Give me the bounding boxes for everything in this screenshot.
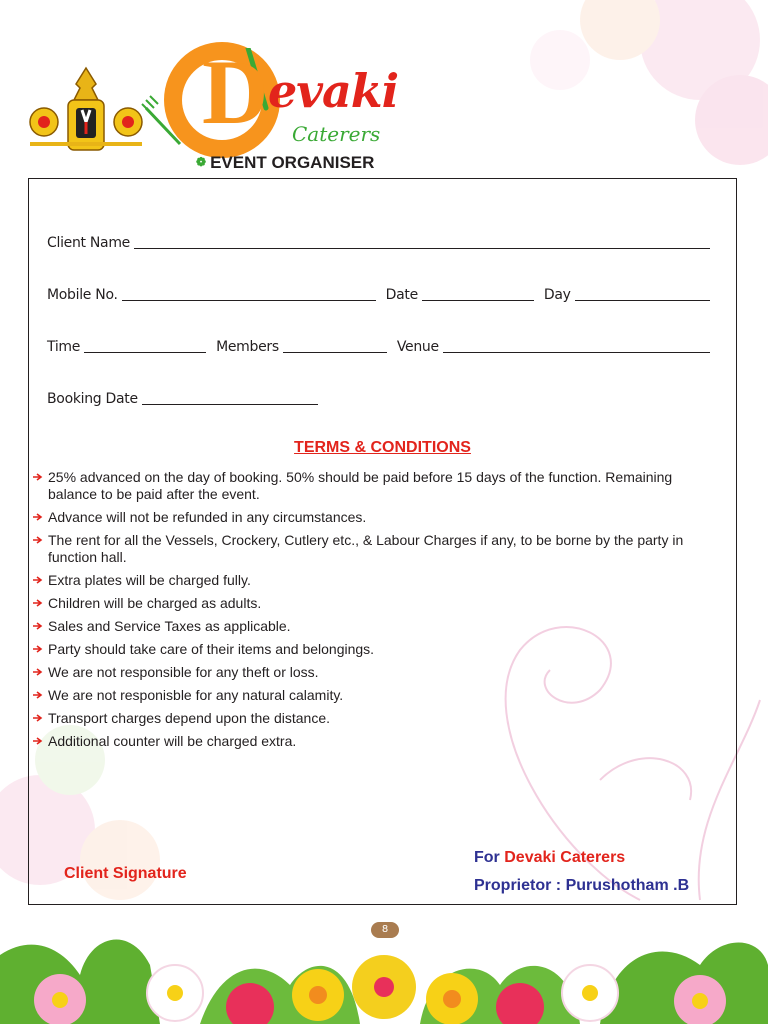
mobile-date-day-row: [47, 277, 710, 303]
members-label: Members: [216, 339, 279, 355]
list-item: [33, 641, 723, 658]
client-name-row: [47, 225, 710, 251]
mobile-label: Mobile No.: [47, 287, 118, 303]
term-text: Advance will not be refunded in any circumstances.: [48, 509, 367, 525]
terms-title: TERMS & CONDITIONS: [294, 439, 471, 456]
day-field[interactable]: [575, 297, 710, 301]
list-item: [33, 733, 723, 750]
for-prefix: For: [474, 849, 500, 866]
logo-wordmark: evaki: [268, 64, 399, 118]
deity-emblem-icon: [26, 64, 146, 160]
term-text: Children will be charged as adults.: [48, 595, 262, 611]
arrow-bullet-icon: [33, 536, 43, 544]
day-label: Day: [543, 287, 571, 303]
term-text: Sales and Service Taxes as applicable.: [48, 618, 291, 634]
venue-label: Venue: [396, 339, 439, 355]
list-item: [33, 664, 723, 681]
term-text: Extra plates will be charged fully.: [48, 572, 251, 588]
booking-date-field[interactable]: [142, 401, 318, 405]
list-item: [33, 710, 723, 727]
tagline: [196, 153, 374, 173]
arrow-bullet-icon: [33, 599, 43, 607]
client-name-field[interactable]: [134, 245, 710, 249]
terms-list: [33, 469, 723, 756]
term-text: Party should take care of their items and belongings.: [48, 641, 375, 657]
mobile-field[interactable]: [122, 297, 376, 301]
list-item: [33, 595, 723, 612]
arrow-bullet-icon: [33, 668, 43, 676]
list-item: [33, 509, 723, 526]
arrow-bullet-icon: [33, 576, 43, 584]
term-text: We are not responsible for any theft or loss.: [48, 664, 319, 680]
booking-form: [28, 178, 737, 905]
members-field[interactable]: [283, 349, 387, 353]
booking-date-label: Booking Date: [47, 391, 138, 407]
date-label: Date: [385, 287, 418, 303]
arrow-bullet-icon: [33, 714, 43, 722]
logo-subtitle: Caterers: [292, 122, 381, 146]
term-text: The rent for all the Vessels, Crockery, Cutlery etc., & Labour Charges if any, to be borne by the party in function hall.: [48, 532, 684, 565]
arrow-bullet-icon: [33, 513, 43, 521]
tagline-text: EVENT ORGANISER: [210, 153, 375, 172]
list-item: [33, 572, 723, 589]
date-field[interactable]: [422, 297, 534, 301]
term-text: Additional counter will be charged extra.: [48, 733, 297, 749]
logo-letter: D: [202, 41, 269, 143]
client-signature-label: Client Signature: [64, 865, 187, 882]
list-item: [33, 618, 723, 635]
flower-bullet-icon: ❁: [196, 155, 207, 169]
time-field[interactable]: [84, 349, 206, 353]
time-label: Time: [47, 339, 81, 355]
term-text: We are not responisble for any natural calamity.: [48, 687, 344, 703]
arrow-bullet-icon: [33, 691, 43, 699]
company-name: Devaki Caterers: [504, 849, 626, 866]
header: [0, 0, 768, 178]
client-name-label: Client Name: [47, 235, 130, 251]
arrow-bullet-icon: [33, 622, 43, 630]
time-members-venue-row: [47, 329, 710, 355]
arrow-bullet-icon: [33, 645, 43, 653]
term-text: Transport charges depend upon the distance.: [48, 710, 331, 726]
for-company-label: [474, 849, 625, 867]
list-item: [33, 687, 723, 704]
list-item: [33, 532, 723, 566]
page-number-badge: 8: [371, 922, 399, 938]
arrow-bullet-icon: [33, 473, 43, 481]
term-text: 25% advanced on the day of booking. 50% should be paid before 15 days of the function. Remaining balance to be paid after the event.: [48, 469, 673, 502]
proprietor-label: Proprietor : Purushotham .B: [474, 877, 690, 894]
venue-field[interactable]: [443, 349, 710, 353]
booking-date-row: [47, 381, 710, 407]
list-item: [33, 469, 723, 503]
arrow-bullet-icon: [33, 737, 43, 745]
